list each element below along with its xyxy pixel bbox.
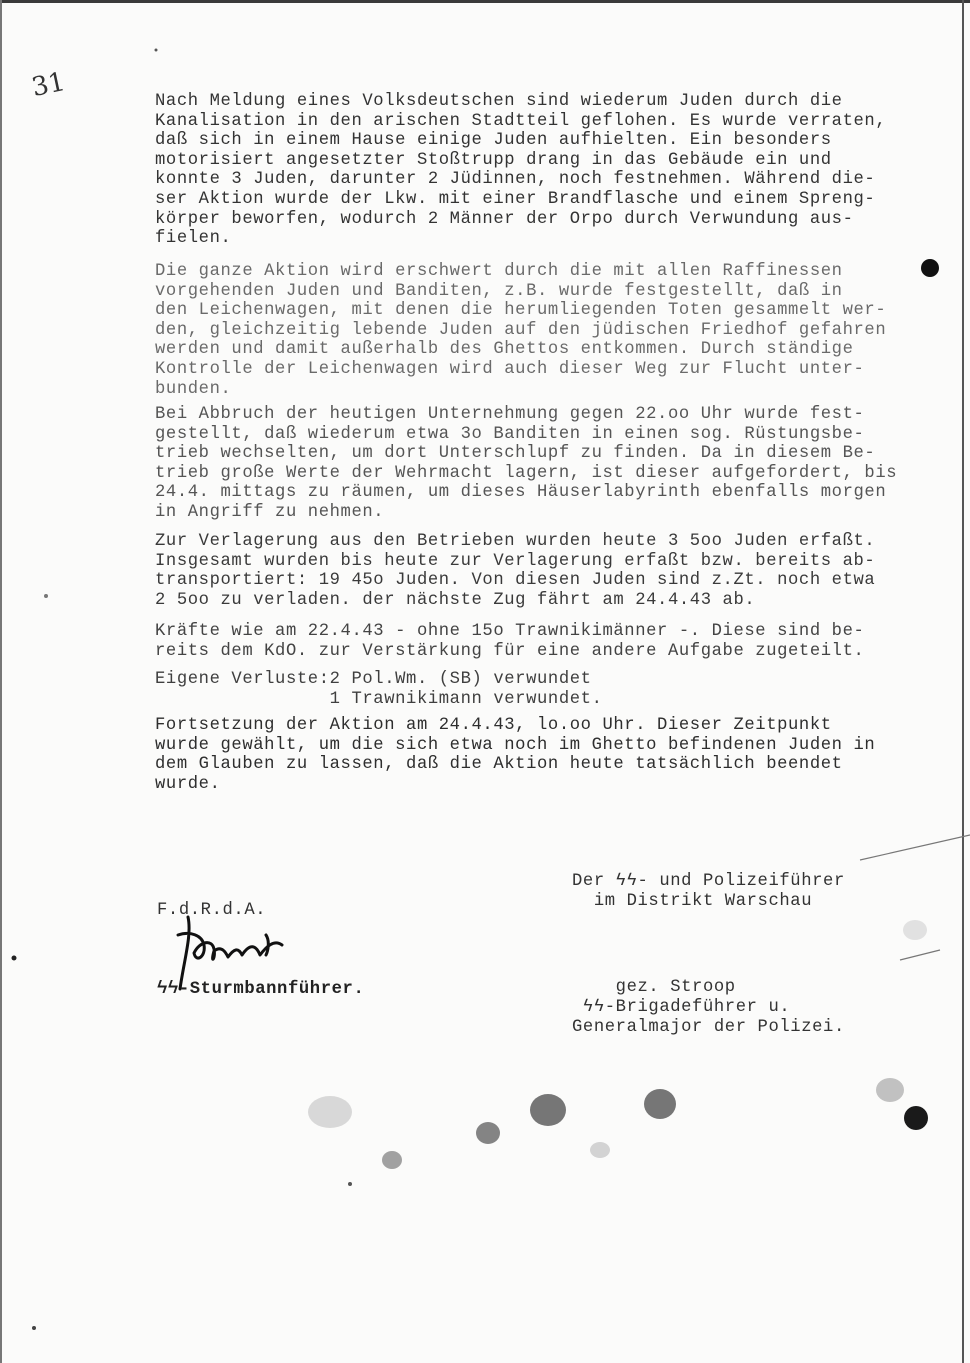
- paragraph-5: Kräfte wie am 22.4.43 - ohne 15o Trawnikimänner -. Diese sind be- reits dem KdO. zur Verstärkung für eine andere Aufgabe zugeteilt.: [155, 622, 865, 661]
- paragraph-2: Die ganze Aktion wird erschwert durch die mit allen Raffinessen vorgehenden Juden und Banditen, z.B. wurde festgestellt, daß in den Leichenwagen, mit denen die herumliegenden Toten gesammelt wer- den, gleichzeitig lebende Juden auf den jüdischen Friedhof gefahren werden und damit außerhalb des Ghettos entkommen. Durch ständige Kontrolle der Leichenwagen wird auch dieser Weg zur Flucht unter- bunden.: [155, 262, 887, 399]
- paragraph-4: Zur Verlagerung aus den Betrieben wurden heute 3 5oo Juden erfaßt. Insgesamt wurden bis heute zur Verlagerung erfaßt bzw. bereits ab- transportiert: 19 45o Juden. Von diesen Juden sind z.Zt. noch etwa 2 5oo zu verladen. der nächste Zug fährt am 24.4.43 ab.: [155, 532, 876, 610]
- paragraph-1: Nach Meldung eines Volksdeutschen sind wiederum Juden durch die Kanalisation in den arischen Stadtteil geflohen. Es wurde verraten, daß sich in einem Hause einige Juden aufhielten. Ein besonders motorisiert angesetzter Stoßtrupp drang in das Gebäude ein und konnte 3 Juden, darunter 2 Jüdinnen, noch festnehmen. Während die- ser Aktion wurde der Lkw. mit einer Brandflasche und einem Spreng- körper beworfen, wodurch 2 Männer der Orpo durch Verwundung aus- fielen.: [155, 92, 887, 249]
- certification-mark: F.d.R.d.A.: [157, 901, 267, 920]
- signature-title: Der ϟϟ- und Polizeiführer im Distrikt Warschau: [572, 872, 845, 911]
- signature-name: gez. Stroop ϟϟ-Brigadeführer u. Generalmajor der Polizei.: [572, 978, 845, 1037]
- paragraph-losses: Eigene Verluste:2 Pol.Wm. (SB) verwundet 1 Trawnikimann verwundet.: [155, 670, 603, 709]
- paragraph-7: Fortsetzung der Aktion am 24.4.43, lo.oo Uhr. Dieser Zeitpunkt wurde gewählt, um die sich etwa noch im Ghetto befindenen Juden in dem Glauben zu lassen, daß die Aktion heute tatsächlich beendet wurde.: [155, 716, 876, 794]
- page-number: 31: [29, 66, 68, 104]
- rank-title: ϟϟ-Sturmbannführer.: [157, 980, 365, 999]
- paragraph-3: Bei Abbruch der heutigen Unternehmung gegen 22.oo Uhr wurde fest- gestellt, daß wiederum etwa 3o Banditen in einen sog. Rüstungsbe- trieb wechselten, um dort Unterschlupf zu finden. Da in diesem Be- trieb große Werte der Wehrmacht lagern, ist dieser aufgefordert, bis 24.4. mittags zu räumen, um dieses Häuserlabyrinth ebenfalls morgen in Angriff zu nehmen.: [155, 405, 898, 522]
